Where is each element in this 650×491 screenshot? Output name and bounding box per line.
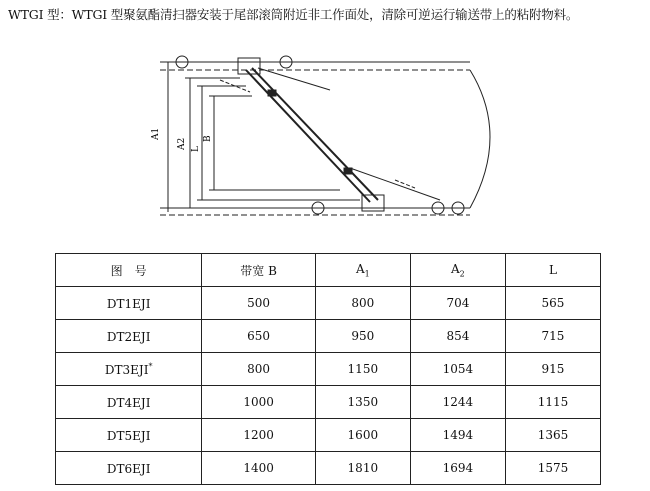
dim-label-b: B bbox=[203, 135, 213, 142]
cell-l: 915 bbox=[505, 353, 600, 386]
cell-width: 1200 bbox=[202, 419, 315, 452]
cleaner-arm bbox=[246, 70, 370, 202]
cell-id: DT3EJI* bbox=[56, 353, 202, 386]
cell-l: 1365 bbox=[505, 419, 600, 452]
cell-width: 1000 bbox=[202, 386, 315, 419]
cell-id: DT1EJI bbox=[56, 287, 202, 320]
spec-table bbox=[55, 253, 601, 485]
table-row bbox=[56, 320, 601, 353]
cell-a2: 1054 bbox=[410, 353, 505, 386]
arm-clamp-lower bbox=[344, 168, 352, 174]
cell-l: 565 bbox=[505, 287, 600, 320]
cell-a2: 1494 bbox=[410, 419, 505, 452]
cleaner-arm-edge bbox=[252, 68, 378, 200]
cell-a2: 1694 bbox=[410, 452, 505, 485]
header-a2 bbox=[410, 254, 505, 287]
table-row bbox=[56, 419, 601, 452]
dim-label-a2: A2 bbox=[177, 137, 187, 150]
cell-id: DT5EJI bbox=[56, 419, 202, 452]
dim-label-a1: A1 bbox=[151, 127, 161, 140]
cell-l: 1575 bbox=[505, 452, 600, 485]
cell-width: 500 bbox=[202, 287, 315, 320]
table-row bbox=[56, 353, 601, 386]
belt-curve bbox=[470, 70, 490, 208]
cell-a1: 950 bbox=[315, 320, 410, 353]
table-row bbox=[56, 452, 601, 485]
cell-id: DT2EJI bbox=[56, 320, 202, 353]
table-header-row bbox=[56, 254, 601, 287]
cleaner-installation-drawing bbox=[0, 40, 650, 240]
cell-width: 650 bbox=[202, 320, 315, 353]
cell-a1: 1150 bbox=[315, 353, 410, 386]
arm-clamp-upper bbox=[268, 90, 276, 96]
header-l: L bbox=[505, 254, 600, 287]
dim-label-l: L bbox=[191, 146, 201, 152]
header-a2-sub: 2 bbox=[459, 269, 465, 279]
header-a1 bbox=[315, 254, 410, 287]
cell-a1: 1350 bbox=[315, 386, 410, 419]
cell-a2: 1244 bbox=[410, 386, 505, 419]
caption-text: WTGI 型：WTGI 型聚氨酯清扫器安装于尾部滚筒附近非工作面处，清除可逆运行输送带上的粘附物料。 bbox=[8, 7, 579, 22]
table-row bbox=[56, 287, 601, 320]
header-a1-main: A bbox=[355, 261, 365, 276]
cell-a1: 1600 bbox=[315, 419, 410, 452]
header-a1-sub: 1 bbox=[364, 269, 370, 279]
cell-id: DT4EJI bbox=[56, 386, 202, 419]
cell-a2: 854 bbox=[410, 320, 505, 353]
header-belt-width: 带宽 B bbox=[202, 254, 315, 287]
cell-id: DT6EJI bbox=[56, 452, 202, 485]
cell-l: 715 bbox=[505, 320, 600, 353]
table-row bbox=[56, 386, 601, 419]
cell-a1: 800 bbox=[315, 287, 410, 320]
guide-dashed-bottom bbox=[395, 180, 415, 188]
header-a2-main: A bbox=[451, 261, 460, 276]
cell-width: 800 bbox=[202, 353, 315, 386]
cell-a2: 704 bbox=[410, 287, 505, 320]
cell-l: 1115 bbox=[505, 386, 600, 419]
cell-width: 1400 bbox=[202, 452, 315, 485]
header-drawing-number: 图 号 bbox=[56, 254, 202, 287]
cell-a1: 1810 bbox=[315, 452, 410, 485]
